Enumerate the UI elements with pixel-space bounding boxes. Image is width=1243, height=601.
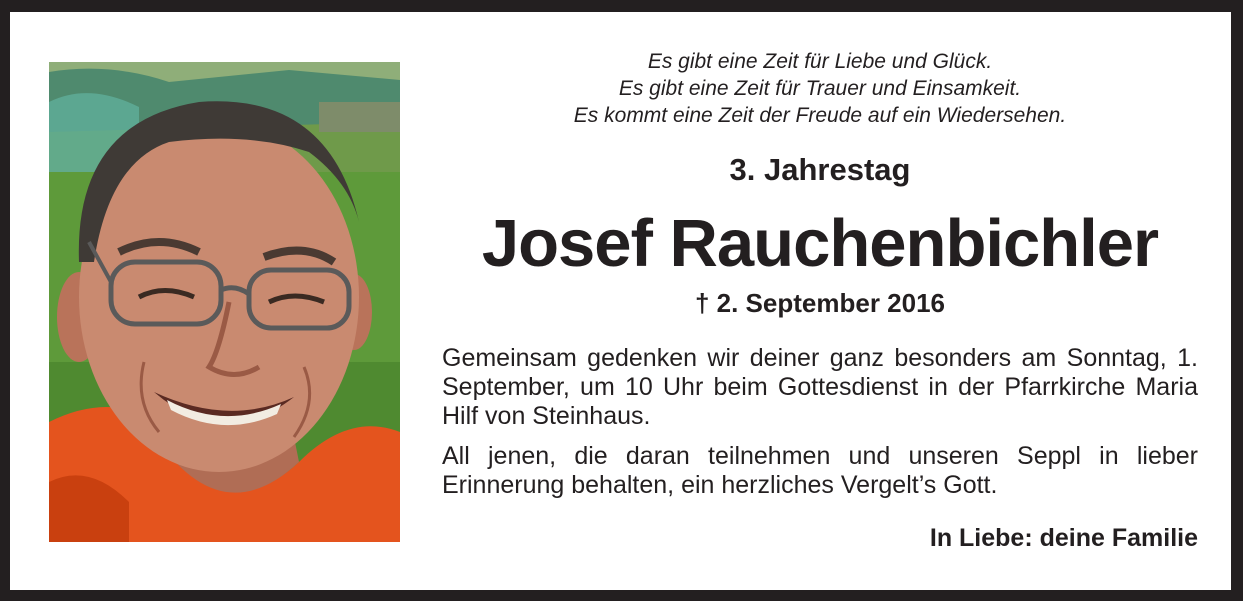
portrait-photo xyxy=(49,62,400,542)
thanks-paragraph: All jenen, die daran teilnehmen und unseren Seppl in lieber Erinnerung behalten, ein herzliches Vergelt’s Gott. xyxy=(442,442,1198,499)
death-date: † 2. September 2016 xyxy=(694,288,946,318)
quote-line: Es gibt eine Zeit für Liebe und Glück. xyxy=(647,50,993,73)
obituary-card xyxy=(10,12,1231,590)
obituary-text xyxy=(442,12,1198,590)
anniversary-heading: 3. Jahrestag xyxy=(729,152,911,187)
memorial-paragraph: Gemeinsam gedenken wir deiner ganz besonders am Sonntag, 1. September, um 10 Uhr beim Gottesdienst in der Pfarrkirche Maria Hilf von Steinhaus. xyxy=(442,344,1198,430)
signature: In Liebe: deine Familie xyxy=(929,524,1198,552)
memorial-quote xyxy=(442,48,1198,129)
quote-line: Es kommt eine Zeit der Freude auf ein Wiedersehen. xyxy=(573,104,1067,127)
deceased-name: Josef Rauchenbichler xyxy=(481,206,1159,281)
quote-line: Es gibt eine Zeit für Trauer und Einsamkeit. xyxy=(618,77,1022,100)
